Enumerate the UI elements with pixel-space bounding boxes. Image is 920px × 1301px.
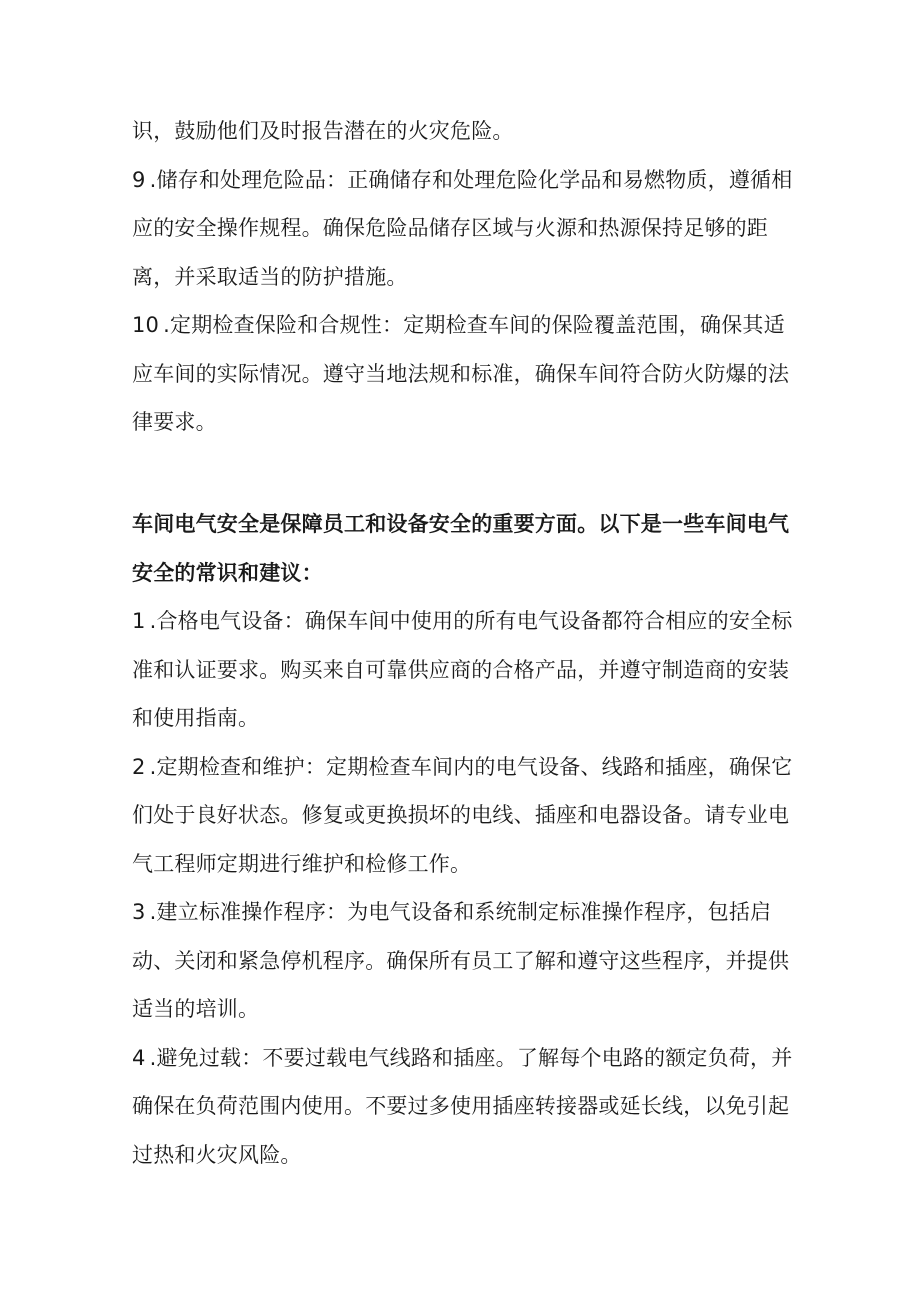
item-number: 9	[132, 167, 146, 192]
item-number: 2	[132, 754, 146, 779]
section-fire-safety-continued	[132, 107, 804, 447]
list-item	[132, 597, 804, 743]
item-text: .避免过载：不要过载电气线路和插座。了解每个电路的额定负荷，并确保在负荷范围内使用。不要过多使用插座转接器或延长线，以免引起过热和火灾风险。	[132, 1045, 793, 1167]
list-item	[132, 301, 804, 447]
item-number: 3	[132, 900, 146, 924]
item-text: .建立标准操作程序：为电气设备和系统制定标准操作程序，包括启动、关闭和紧急停机程序。确保所有员工了解和遵守这些程序，并提供适当的培训。	[132, 900, 790, 1021]
item-text: .储存和处理危险品：正确储存和处理危险化学品和易燃物质，遵循相应的安全操作规程。确保危险品储存区域与火源和热源保持足够的距离，并采取适当的防护措施。	[132, 167, 793, 289]
paragraph-continuation: 识，鼓励他们及时报告潜在的火灾危险。	[132, 119, 514, 143]
section-heading: 车间电气安全是保障员工和设备安全的重要方面。以下是一些车间电气安全的常识和建议：	[132, 512, 790, 585]
list-item	[132, 743, 804, 889]
item-text: .定期检查和维护：定期检查车间内的电气设备、线路和插座，确保它们处于良好状态。修复或更换损坏的电线、插座和电器设备。请专业电气工程师定期进行维护和检修工作。	[132, 754, 793, 876]
item-number: 1	[132, 609, 146, 633]
item-number: 10	[132, 313, 160, 337]
item-text: .定期检查保险和合规性：定期检查车间的保险覆盖范围，确保其适应车间的实际情况。遵守当地法规和标准，确保车间符合防火防爆的法律要求。	[132, 313, 790, 434]
list-item	[132, 1034, 804, 1180]
list-item	[132, 888, 804, 1034]
section-electrical-safety	[132, 500, 804, 1179]
list-item	[132, 156, 804, 302]
item-number: 4	[132, 1045, 146, 1070]
item-text: .合格电气设备：确保车间中使用的所有电气设备都符合相应的安全标准和认证要求。购买来自可靠供应商的合格产品，并遵守制造商的安装和使用指南。	[132, 609, 793, 730]
